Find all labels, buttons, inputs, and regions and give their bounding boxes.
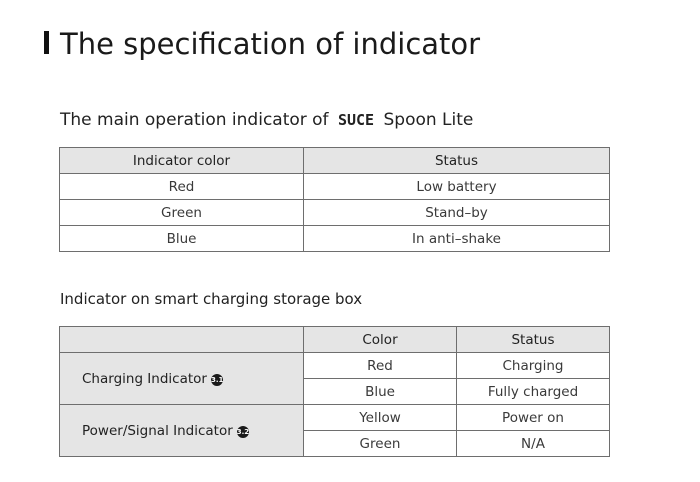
heading-prefix: The main operation indicator of: [60, 110, 329, 130]
column-header-empty: [60, 327, 304, 353]
column-header-color: Color: [304, 327, 457, 353]
table-row: [60, 353, 610, 379]
table-row: [60, 174, 610, 200]
color-cell: Red: [304, 353, 457, 379]
power-signal-indicator-label: Power/Signal Indicator: [82, 422, 233, 439]
main-indicator-heading: [60, 108, 473, 132]
table-row: [60, 226, 610, 252]
main-indicator-table: [59, 147, 610, 252]
color-cell: Blue: [304, 379, 457, 405]
charging-indicator-label-cell: [60, 353, 304, 405]
color-cell: Green: [304, 431, 457, 457]
status-cell: Fully charged: [457, 379, 610, 405]
column-header-indicator-color: Indicator color: [60, 148, 304, 174]
table-header-row: [60, 148, 610, 174]
table-header-row: [60, 327, 610, 353]
badge-3-2-icon: 3.2: [236, 427, 250, 436]
title-accent-bar: [44, 31, 49, 54]
status-cell: Charging: [457, 353, 610, 379]
column-header-status: Status: [457, 327, 610, 353]
indicator-color-cell: Green: [60, 200, 304, 226]
status-cell: Low battery: [304, 174, 610, 200]
table-row: [60, 405, 610, 431]
charging-indicator-label: Charging Indicator: [82, 370, 207, 387]
page-title: The specification of indicator: [60, 27, 481, 61]
status-cell: Power on: [457, 405, 610, 431]
power-signal-indicator-label-cell: [60, 405, 304, 457]
column-header-status: Status: [304, 148, 610, 174]
indicator-color-cell: Blue: [60, 226, 304, 252]
storage-box-indicator-table: [59, 326, 610, 457]
status-cell: In anti–shake: [304, 226, 610, 252]
indicator-color-cell: Red: [60, 174, 304, 200]
status-cell: N/A: [457, 431, 610, 457]
brand-logo: SUCE: [337, 111, 375, 129]
heading-suffix: Spoon Lite: [383, 110, 474, 130]
table-row: [60, 200, 610, 226]
status-cell: Stand–by: [304, 200, 610, 226]
storage-box-heading: Indicator on smart charging storage box: [60, 290, 363, 308]
badge-3-1-icon: 3.1: [210, 375, 224, 384]
color-cell: Yellow: [304, 405, 457, 431]
